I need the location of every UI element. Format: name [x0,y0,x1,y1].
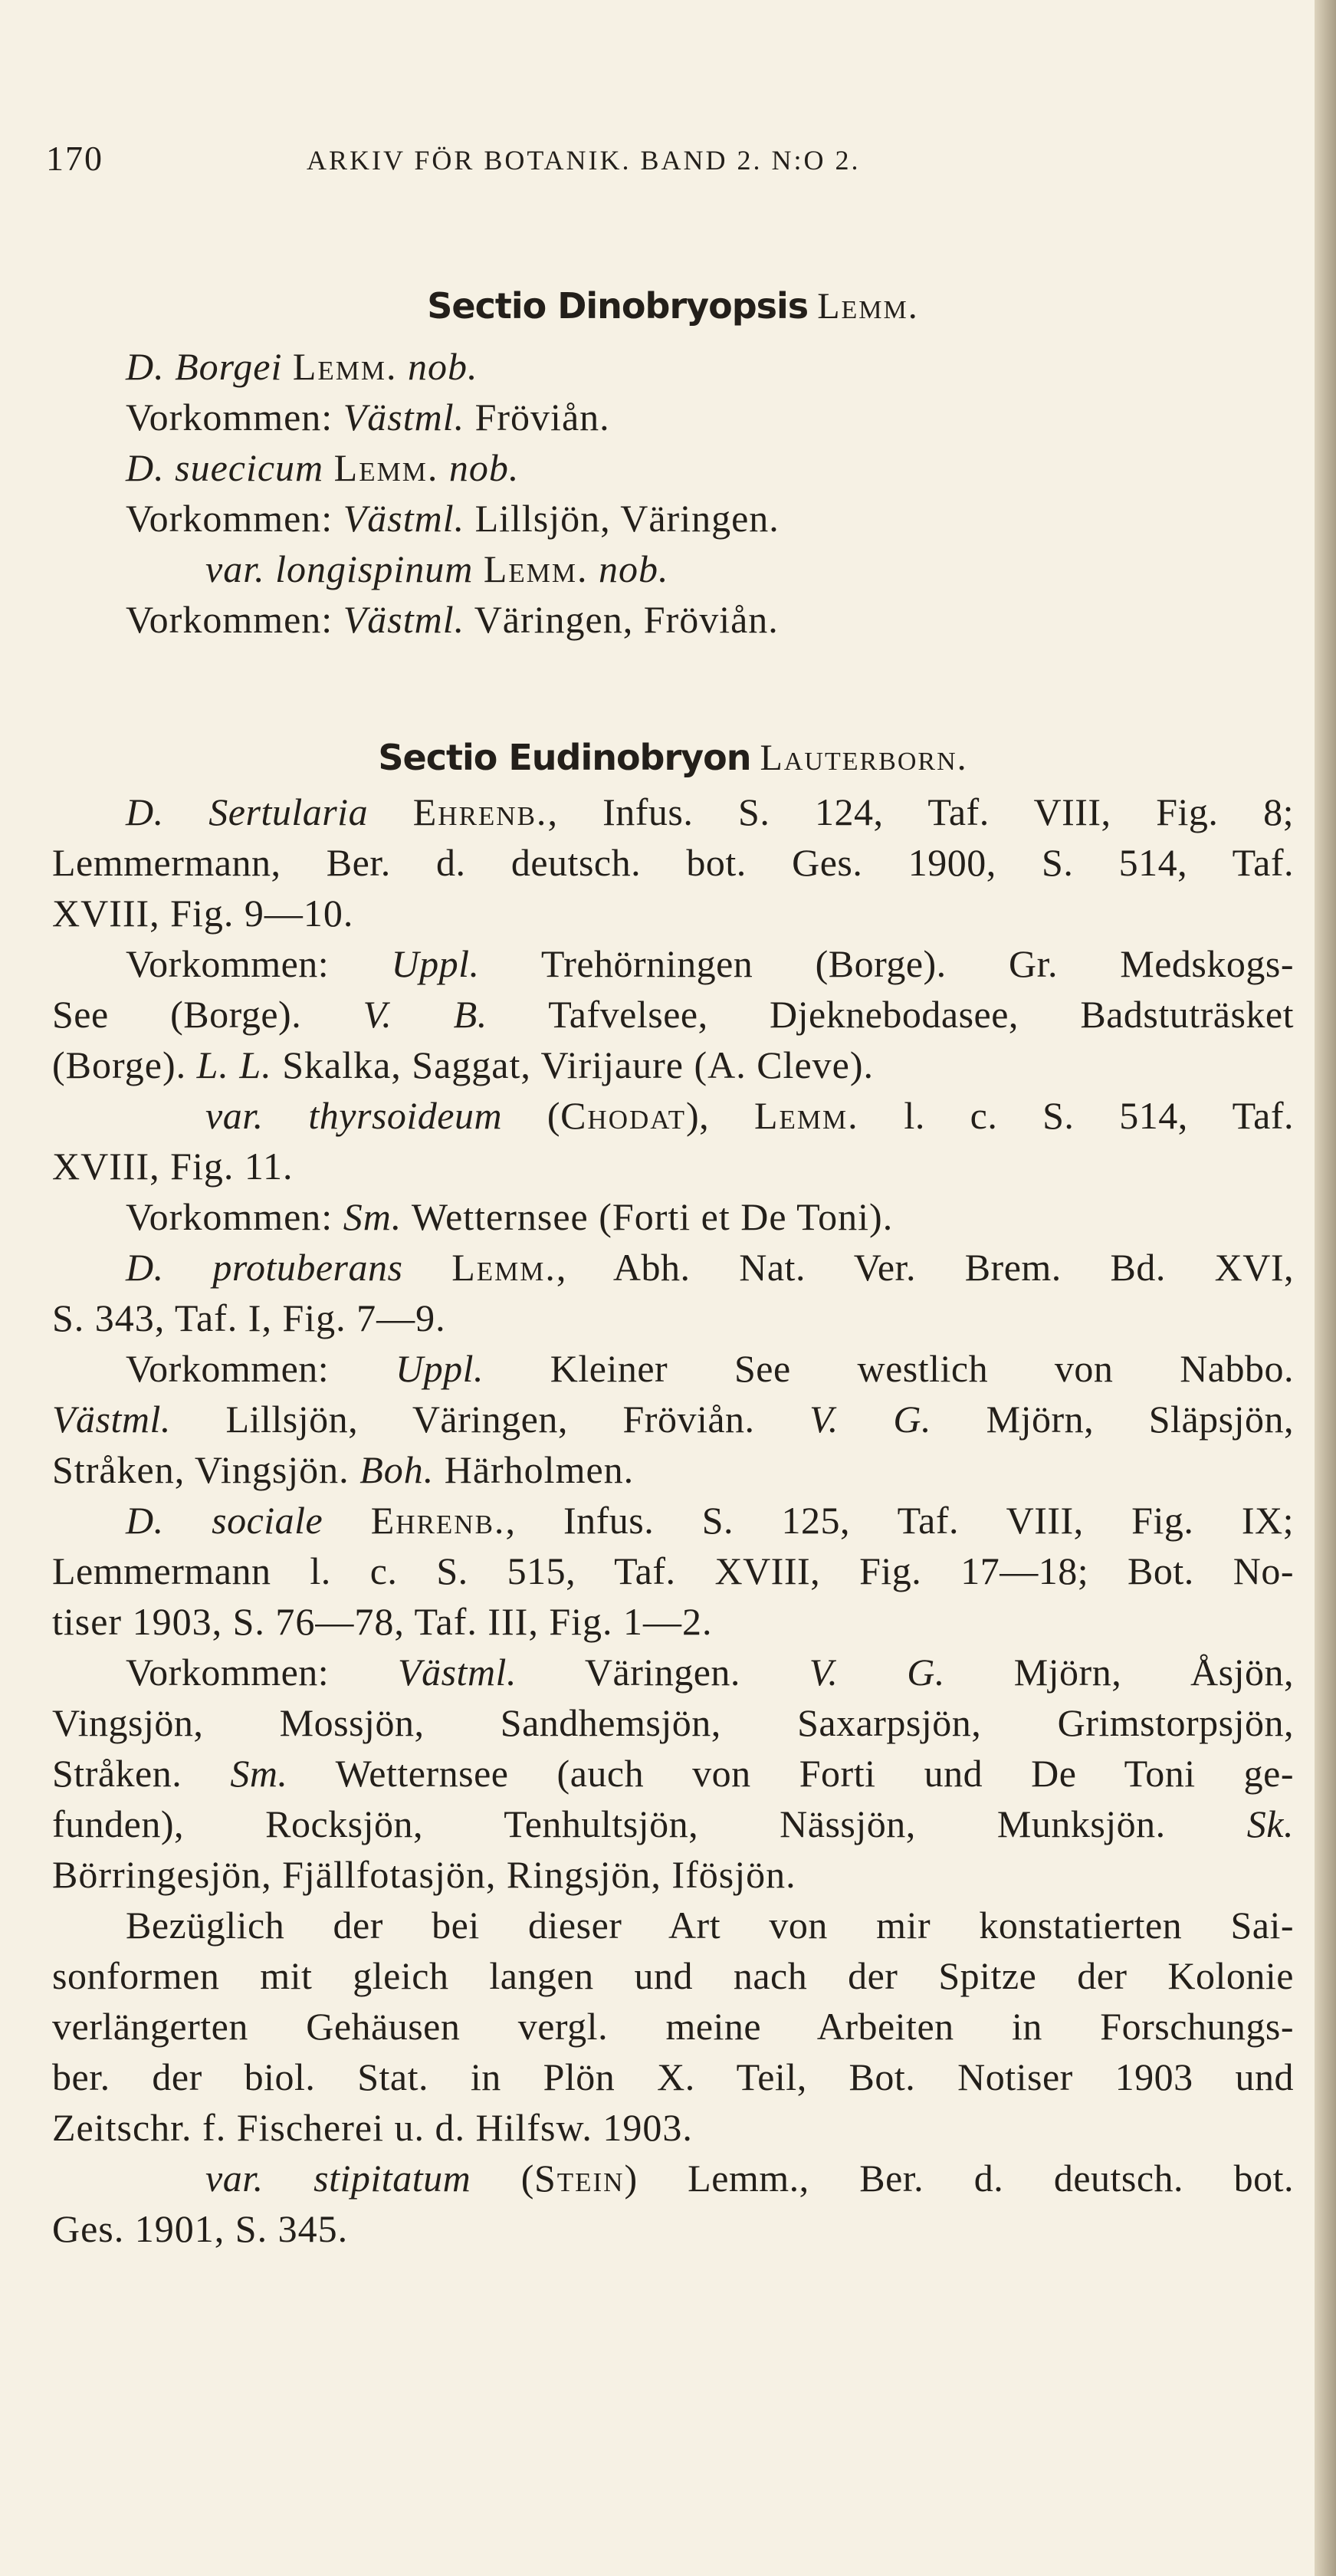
occurrence-label: Vorkommen: [126,598,333,641]
citation-line: Lemmermann, Ber. d. deutsch. bot. Ges. 1900, S. 514, Taf. [52,841,1294,884]
species-note: nob. [408,345,478,388]
species-name: D. Sertularia [126,790,369,833]
species-author: Lemm. [292,345,398,388]
remark-line: Zeitschr. f. Fischerei u. d. Hilfsw. 1903. [52,2106,693,2149]
occurrence-entry [52,392,1294,442]
locality: Kleiner See westlich von Nabbo. [483,1347,1295,1390]
region: Sm. [343,1195,402,1238]
occurrence-label: Vorkommen: [126,497,333,540]
region: Uppl. [391,942,480,985]
species-name: D. protuberans [126,1246,403,1289]
occurrence-entry [52,1343,1294,1394]
locality: Mjörn, Åsjön, [944,1651,1295,1694]
species-author: Lemm. [483,547,589,590]
section-heading-dinobryopsis [52,282,1294,330]
locality: Wetternsee (Forti et De Toni). [402,1195,894,1238]
species-author: Lemm. [753,1094,859,1137]
locality: Mjörn, Släpsjön, [931,1398,1294,1441]
page-body [52,282,1294,2254]
occurrence-line [52,1799,1294,1849]
region: Sm. [230,1752,288,1795]
locality: Härholmen. [434,1448,635,1491]
section-title: Sectio Dinobryopsis [427,285,809,327]
citation-line: Lemmermann l. c. S. 515, Taf. XVIII, Fig. 17—18; Bot. No- [52,1549,1294,1592]
occurrence-line: Börringesjön, Fjällfotasjön, Ringsjön, Ifösjön. [52,1853,796,1896]
page-edge-shadow [1315,0,1336,2576]
citation: , Infus. S. 124, Taf. VIII, Fig. 8; [547,790,1294,833]
occurrence-line [52,1394,1294,1444]
region: Sk. [1246,1802,1294,1845]
species-author: Lemm. [451,1246,556,1289]
locality: Fröviån. [474,396,610,439]
species-entry [52,442,1294,493]
region: Västml. [343,497,465,540]
species-entry-sertularia [52,787,1294,837]
locality: See (Borge). [52,993,302,1036]
locality: Väringen. [516,1651,740,1694]
region: V. B. [363,993,487,1036]
citation: l. c. S. 514, Taf. [858,1094,1294,1137]
occurrence-label: Vorkommen: [126,1651,330,1694]
occurrence-entry [52,594,1294,645]
region: V. G. [809,1398,931,1441]
citation-line: tiser 1903, S. 76—78, Taf. III, Fig. 1—2. [52,1600,713,1643]
variety-entry-thyrsoideum: var. thyrsoideum (Chodat), Lemm. l. c. S. 514, Taf. [205,1094,1294,1137]
locality: Tafvelsee, Djeknebodasee, Badstuträsket [487,993,1295,1036]
species-name: D. Borgei [126,345,283,388]
variety-name: var. longispinum [205,547,474,590]
species-note: nob. [448,446,520,489]
species-entry-protuberans [52,1242,1294,1293]
remark-line: sonformen mit gleich langen und nach der Spitze der Kolonie [52,1954,1294,1997]
region: V. G. [809,1651,945,1694]
locality: Lillsjön, Väringen. [474,497,780,540]
locality: Trehörningen (Borge). Gr. Medskogs- [479,942,1295,985]
species-author: Chodat [560,1094,687,1137]
region: Västml. [343,396,465,439]
section-author: Lemm. [817,286,919,327]
variety-entry-stipitatum: var. stipitatum (Stein) Lemm., Ber. d. deutsch. bot. [205,2157,1295,2200]
citation: , Abh. Nat. Ver. Brem. Bd. XVI, [556,1246,1295,1289]
citation-line: XVIII, Fig. 9—10. [52,892,354,935]
species-author: Lemm. [333,446,439,489]
occurrence-label: Vorkommen: [126,396,333,439]
locality: Stråken. [52,1752,182,1795]
region: Västml. [398,1651,517,1694]
occurrence-line [52,1444,1294,1495]
journal-running-title: ARKIV FÖR BOTANIK. BAND 2. N:O 2. [307,145,861,176]
region: L. L. [196,1043,272,1086]
occurrence-label: Vorkommen: [126,942,330,985]
locality: (Borge). [52,1043,187,1086]
page-header [46,138,1027,184]
occurrence-entry [52,938,1294,989]
region: Västml. [52,1398,171,1441]
occurrence-line: Vingsjön, Mossjön, Sandhemsjön, Saxarpsjön, Grimstorpsjön, [52,1701,1294,1744]
species-author: Ehrenb. [370,1499,506,1542]
species-name: D. suecicum [126,446,324,489]
region: Boh. [359,1448,435,1491]
occurrence-label: Vorkommen: [126,1195,333,1238]
variety-entry [52,544,1294,594]
remark-line: verlängerten Gehäusen vergl. meine Arbeiten in Forschungs- [52,2005,1294,2048]
locality: Väringen, Fröviån. [474,598,779,641]
citation: , Infus. S. 125, Taf. VIII, Fig. IX; [505,1499,1295,1542]
citation-line: XVIII, Fig. 11. [52,1145,294,1188]
citation: Lemm., Ber. d. deutsch. bot. [637,2157,1295,2200]
species-author: Stein [533,2157,625,2200]
locality: Skalka, Saggat, Virijaure (A. Cleve). [271,1043,874,1086]
species-entry [52,341,1294,392]
occurrence-line [52,989,1294,1040]
species-author: Ehrenb. [412,790,548,833]
remark-line: Bezüglich der bei dieser Art von mir konstatierten Sai- [126,1904,1294,1947]
species-name: D. sociale [126,1499,323,1542]
locality: Wetternsee (auch von Forti und De Toni ge- [287,1752,1295,1795]
region: Västml. [343,598,465,641]
citation-line: S. 343, Taf. I, Fig. 7—9. [52,1296,446,1339]
occurrence-entry [52,493,1294,544]
variety-name: var. stipitatum [205,2157,471,2200]
occurrence-entry [52,1191,1294,1242]
occurrence-entry [52,1647,1294,1697]
section-heading-eudinobryon [52,734,1294,782]
locality: Lillsjön, Väringen, Fröviån. [170,1398,755,1441]
variety-name: var. thyrsoideum [205,1094,503,1137]
locality: funden), Rocksjön, Tenhultsjön, Nässjön, Munksjön. [52,1802,1166,1845]
occurrence-line [52,1040,1294,1090]
section-author: Lauterborn. [760,738,968,778]
species-entry-sociale [52,1495,1294,1546]
section-title: Sectio Eudinobryon [378,737,751,778]
region: Uppl. [395,1347,484,1390]
occurrence-line [52,1748,1294,1799]
species-note: nob. [599,547,669,590]
occurrence-label: Vorkommen: [126,1347,330,1390]
locality: Stråken, Vingsjön. [52,1448,350,1491]
citation-line: Ges. 1901, S. 345. [52,2207,349,2250]
remark-line: ber. der biol. Stat. in Plön X. Teil, Bot. Notiser 1903 und [52,2055,1294,2098]
page-number: 170 [46,139,103,178]
